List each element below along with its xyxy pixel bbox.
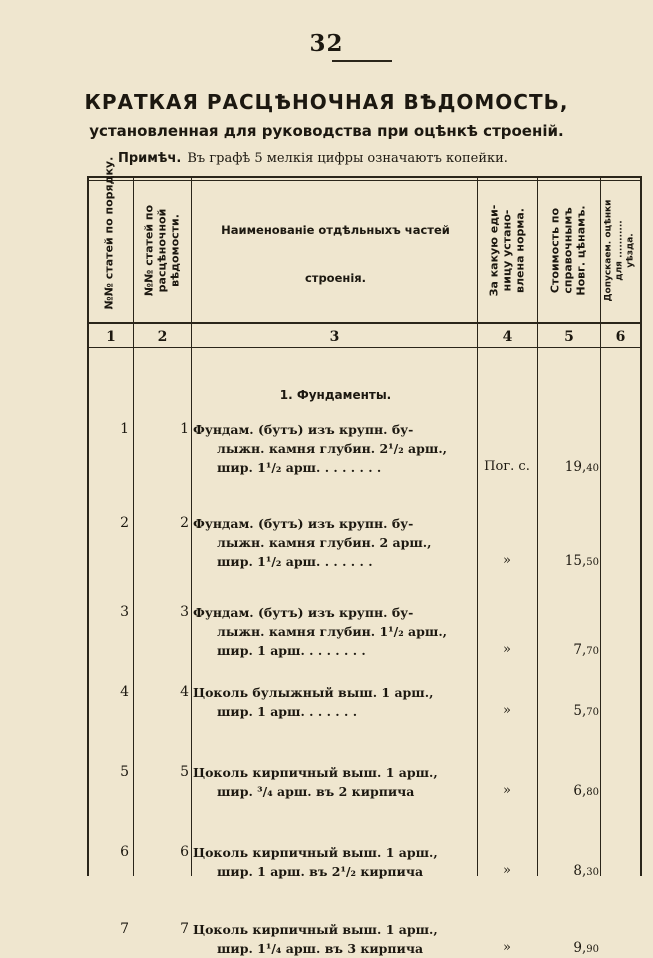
row-cost <box>535 863 599 879</box>
header-col3-line1: Наименованіе отдѣльныхъ частей <box>221 223 450 237</box>
row-description <box>193 603 479 660</box>
table-top-rule <box>87 176 642 178</box>
row-description-line: лыжн. камня глубин. 2 арш., <box>217 535 432 550</box>
header-col2: №№ статей по расцѣночной вѣдомости. <box>142 204 182 297</box>
row-number: 2 <box>120 515 129 531</box>
row-ref-number: 4 <box>180 684 189 700</box>
page-subtitle: установленная для руководства при оцѣнкѣ строеній. <box>89 122 564 140</box>
row-cost-rubles: 6, <box>573 783 587 799</box>
row-description-line: Фундам. (бутъ) изъ крупн. бу- <box>193 422 414 437</box>
colnum-bottom-rule <box>87 347 642 348</box>
colnum-1: 1 <box>106 329 116 345</box>
page-number-rule <box>332 60 392 62</box>
row-unit: » <box>503 642 511 657</box>
row-description-line: шир. 1 арш. . . . . . . <box>217 704 358 719</box>
colnum-5: 5 <box>564 329 574 345</box>
row-ref-number: 6 <box>180 844 189 860</box>
row-cost-rubles: 9, <box>573 940 587 956</box>
row-description-line: шир. 1¹/₂ арш. . . . . . . . <box>217 460 382 475</box>
row-description-line: Цоколь кирпичный выш. 1 арш., <box>193 845 438 860</box>
colnum-2: 2 <box>157 329 168 345</box>
row-cost-rubles: 8, <box>573 863 587 879</box>
row-cost <box>535 703 599 719</box>
row-cost-kopecks: 40 <box>586 463 599 474</box>
row-description <box>193 683 479 721</box>
header-col4: За какую еди- ницу устано- влена норма. <box>487 204 527 297</box>
row-unit: » <box>503 703 511 718</box>
row-description <box>193 514 479 571</box>
row-cost-kopecks: 70 <box>586 707 599 718</box>
col-divider-3 <box>191 176 192 876</box>
col-divider-6 <box>600 176 601 876</box>
row-description-line: шир. ³/₄ арш. въ 2 кирпича <box>217 784 415 799</box>
note-text: Въ графѣ 5 мелкія цифры означаютъ копейки. <box>187 151 508 166</box>
row-description <box>193 843 479 881</box>
row-number: 3 <box>120 604 129 620</box>
col-divider-2 <box>133 176 134 876</box>
row-description-line: Фундам. (бутъ) изъ крупн. бу- <box>193 605 414 620</box>
row-ref-number: 1 <box>180 421 189 437</box>
row-cost <box>535 553 599 569</box>
header-bottom-rule <box>87 322 642 324</box>
row-cost-rubles: 15, <box>564 553 587 569</box>
row-unit: » <box>503 863 511 878</box>
col-divider-7 <box>640 176 642 876</box>
header-col6: Допускаем. оцѣнки для ........... уѣзда. <box>603 199 636 302</box>
row-description <box>193 763 479 801</box>
row-cost-rubles: 5, <box>573 703 587 719</box>
row-cost-kopecks: 80 <box>586 787 599 798</box>
row-description-line: Цоколь булыжный выш. 1 арш., <box>193 685 434 700</box>
row-cost <box>535 940 599 956</box>
row-ref-number: 7 <box>180 921 189 937</box>
row-description-line: шир. 1¹/₄ арш. въ 3 кирпича <box>217 941 424 956</box>
colnum-3: 3 <box>329 329 340 345</box>
row-number: 4 <box>120 684 129 700</box>
row-description-line: лыжн. камня глубин. 1¹/₂ арш., <box>217 624 448 639</box>
note <box>118 151 508 166</box>
col-divider-5 <box>537 176 538 876</box>
note-label: Примѣч. <box>118 151 182 166</box>
page-title: КРАТКАЯ РАСЦѢНОЧНАЯ ВѢДОМОСТЬ, <box>84 90 569 114</box>
row-unit: » <box>503 783 511 798</box>
colnum-4: 4 <box>502 329 513 345</box>
row-ref-number: 5 <box>180 764 189 780</box>
row-description-line: Цоколь кирпичный выш. 1 арш., <box>193 922 438 937</box>
row-cost <box>535 459 599 475</box>
row-cost-kopecks: 90 <box>586 944 599 955</box>
row-cost-rubles: 7, <box>573 642 587 658</box>
row-description-line: Фундам. (бутъ) изъ крупн. бу- <box>193 516 414 531</box>
row-description-line: Цоколь кирпичный выш. 1 арш., <box>193 765 438 780</box>
row-description-line: лыжн. камня глубин. 2¹/₂ арш., <box>217 441 448 456</box>
row-number: 6 <box>120 844 129 860</box>
header-col5: Стоимость по справочнымъ Новг. цѣнамъ. <box>548 205 588 296</box>
row-cost-rubles: 19, <box>564 459 587 475</box>
row-cost-kopecks: 30 <box>586 867 599 878</box>
row-unit: » <box>503 553 511 568</box>
row-cost <box>535 642 599 658</box>
row-cost-kopecks: 70 <box>586 646 599 657</box>
row-unit: Пог. с. <box>484 459 530 474</box>
row-cost-kopecks: 50 <box>586 557 599 568</box>
row-description-line: шир. 1 арш. въ 2¹/₂ кирпича <box>217 864 424 879</box>
row-unit: » <box>503 940 511 955</box>
page-number: 32 <box>309 30 344 57</box>
row-ref-number: 3 <box>180 604 189 620</box>
row-number: 5 <box>120 764 129 780</box>
row-description-line: шир. 1 арш. . . . . . . . <box>217 643 366 658</box>
section-title: 1. Фундаменты. <box>279 388 392 402</box>
header-col3-line2: строенія. <box>304 271 367 285</box>
row-cost <box>535 783 599 799</box>
row-description-line: шир. 1¹/₂ арш. . . . . . . <box>217 554 373 569</box>
row-description <box>193 420 479 477</box>
colnum-6: 6 <box>615 329 626 345</box>
table-top-rule-2 <box>87 180 642 181</box>
row-ref-number: 2 <box>180 515 189 531</box>
row-number: 7 <box>120 921 129 937</box>
row-description <box>193 920 479 958</box>
header-col1: №№ статей по порядку. <box>102 156 116 310</box>
row-number: 1 <box>120 421 129 437</box>
